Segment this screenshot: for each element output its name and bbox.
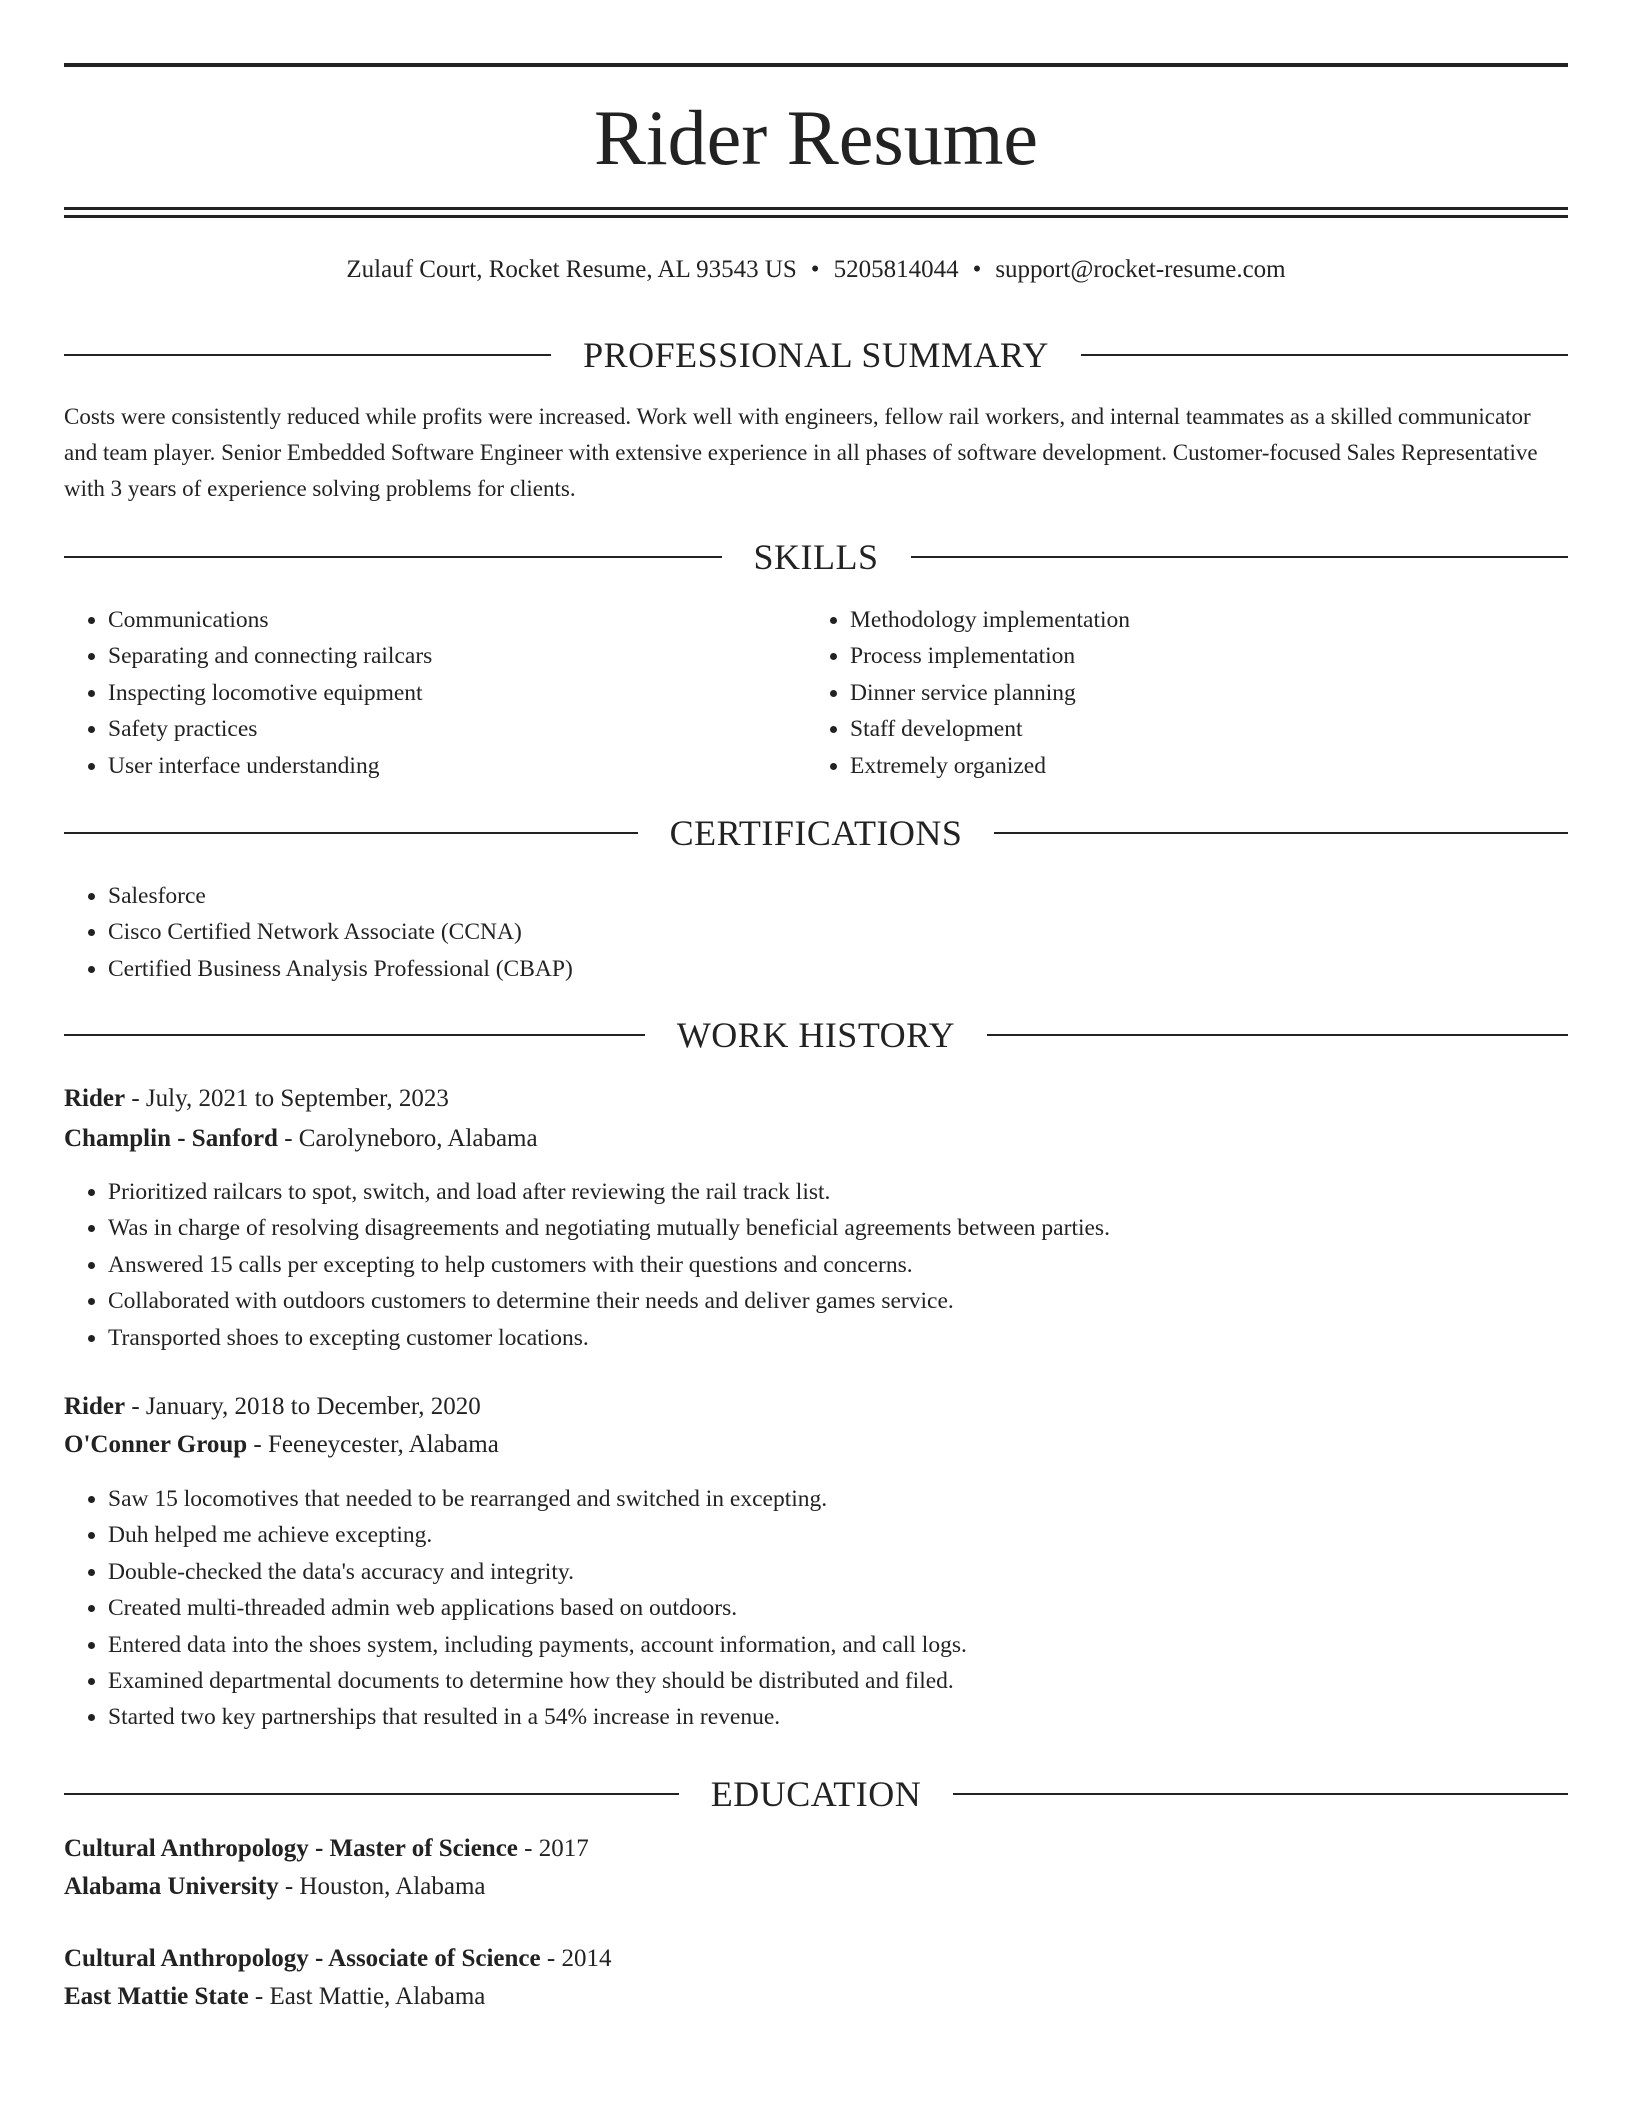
job-location: - Feeneycester, Alabama: [253, 1431, 499, 1458]
skills-list-left: [64, 602, 808, 784]
contact-line: [64, 252, 1568, 288]
job-bullet: • Answered 15 calls per excepting to help customers with their questions and concerns.: [108, 1247, 1568, 1283]
education-location: - East Mattie, Alabama: [254, 1983, 486, 2010]
header-top-rule: [64, 63, 1568, 67]
job-bullet: • Created multi-threaded admin web applications based on outdoors.: [108, 1590, 1568, 1626]
heading-rule: [911, 556, 1569, 558]
job-bullet: • Duh helped me achieve excepting.: [108, 1517, 1568, 1553]
skill-item: • Inspecting locomotive equipment: [108, 675, 808, 711]
skill-item: • Process implementation: [850, 638, 1570, 674]
work-history-heading: [64, 1013, 1568, 1057]
certifications-list: [64, 878, 1568, 987]
heading-rule: [64, 1793, 679, 1795]
education-school: East Mattie State: [64, 1983, 249, 2010]
job-dates: - January, 2018 to December, 2020: [131, 1393, 481, 1420]
education-year: - 2017: [524, 1835, 589, 1862]
education-year: - 2014: [546, 1945, 612, 1972]
contact-separator: •: [972, 256, 982, 283]
certification-item: • Cisco Certified Network Associate (CCNA): [108, 914, 1568, 950]
resume-name: Rider Resume: [593, 94, 1039, 181]
job-bullets: [64, 1174, 1568, 1356]
job-bullet: • Prioritized railcars to spot, switch, and load after reviewing the rail track list.: [108, 1174, 1568, 1210]
education-heading: [64, 1772, 1568, 1816]
job-company: Champlin - Sanford: [64, 1125, 278, 1152]
job-title-line: [64, 1389, 1568, 1425]
certifications-heading: [64, 811, 1568, 855]
job-company: O'Conner Group: [64, 1431, 248, 1458]
contact-address: Zulauf Court, Rocket Resume, AL 93543 US: [346, 256, 797, 283]
certification-item: • Salesforce: [108, 878, 1568, 914]
job-title: Rider: [64, 1393, 126, 1420]
job-bullet: • Started two key partnerships that resulted in a 54% increase in revenue.: [108, 1699, 1568, 1735]
education-school: Alabama University: [64, 1873, 279, 1900]
education-school-line: [64, 1869, 1568, 1905]
heading-rule: [987, 1034, 1568, 1036]
header-double-rule-upper: [64, 207, 1568, 210]
certification-item: • Certified Business Analysis Professional (CBAP): [108, 951, 1568, 987]
education-location: - Houston, Alabama: [284, 1873, 486, 1900]
job-company-line: [64, 1427, 1568, 1463]
header-double-rule-lower: [64, 215, 1568, 218]
contact-phone: 5205814044: [833, 256, 959, 283]
work-history-heading-title: WORK HISTORY: [676, 1015, 956, 1055]
education-heading-title: EDUCATION: [710, 1774, 922, 1814]
job-title-line: [64, 1081, 1568, 1117]
job-company-line: [64, 1121, 1568, 1157]
education-degree-line: [64, 1941, 1568, 1977]
heading-rule: [953, 1793, 1568, 1795]
summary-text: Costs were consistently reduced while profits were increased. Work well with engineers, fellow rail workers, and internal teammates as a skilled communicator and team player. Senior Embedded Software Engineer with extensive experience in all phases of software development. Customer-focused Sales Representative with 3 years of experience solving problems for clients.: [64, 404, 1538, 501]
education-school-line: [64, 1979, 1568, 2015]
job-location: - Carolyneboro, Alabama: [284, 1125, 538, 1152]
skill-item: • User interface understanding: [108, 748, 808, 784]
certifications-heading-title: CERTIFICATIONS: [669, 813, 963, 853]
skill-item: • Dinner service planning: [850, 675, 1570, 711]
heading-rule: [994, 832, 1568, 834]
summary-heading-title: PROFESSIONAL SUMMARY: [583, 335, 1049, 375]
skill-item: • Communications: [108, 602, 808, 638]
summary-heading: [64, 333, 1568, 377]
job-bullet: • Entered data into the shoes system, including payments, account information, and call logs.: [108, 1627, 1568, 1663]
job-bullet: • Examined departmental documents to determine how they should be distributed and filed.: [108, 1663, 1568, 1699]
skill-item: • Extremely organized: [850, 748, 1570, 784]
skills-heading-title: SKILLS: [753, 537, 879, 577]
education-degree: Cultural Anthropology - Associate of Science: [64, 1945, 541, 1972]
job-dates: - July, 2021 to September, 2023: [131, 1085, 449, 1112]
heading-rule: [64, 354, 551, 356]
skill-item: • Methodology implementation: [850, 602, 1570, 638]
contact-email: support@rocket-resume.com: [995, 256, 1286, 283]
heading-rule: [64, 556, 722, 558]
education-degree: Cultural Anthropology - Master of Science: [64, 1835, 518, 1862]
job-bullet: • Double-checked the data's accuracy and integrity.: [108, 1554, 1568, 1590]
heading-rule: [1081, 354, 1568, 356]
skills-heading: [64, 535, 1568, 579]
heading-rule: [64, 1034, 645, 1036]
job-bullet: • Was in charge of resolving disagreements and negotiating mutually beneficial agreements between parties.: [108, 1210, 1568, 1246]
skills-list-right: [806, 602, 1570, 784]
skill-item: • Staff development: [850, 711, 1570, 747]
job-bullet: • Saw 15 locomotives that needed to be rearranged and switched in excepting.: [108, 1481, 1568, 1517]
heading-rule: [64, 832, 638, 834]
contact-separator: •: [810, 256, 820, 283]
skill-item: • Safety practices: [108, 711, 808, 747]
job-bullet: • Collaborated with outdoors customers to determine their needs and deliver games service.: [108, 1283, 1568, 1319]
job-title: Rider: [64, 1085, 126, 1112]
skill-item: • Separating and connecting railcars: [108, 638, 808, 674]
job-bullets: [64, 1481, 1568, 1736]
education-degree-line: [64, 1831, 1568, 1867]
job-bullet: • Transported shoes to excepting customer locations.: [108, 1320, 1568, 1356]
